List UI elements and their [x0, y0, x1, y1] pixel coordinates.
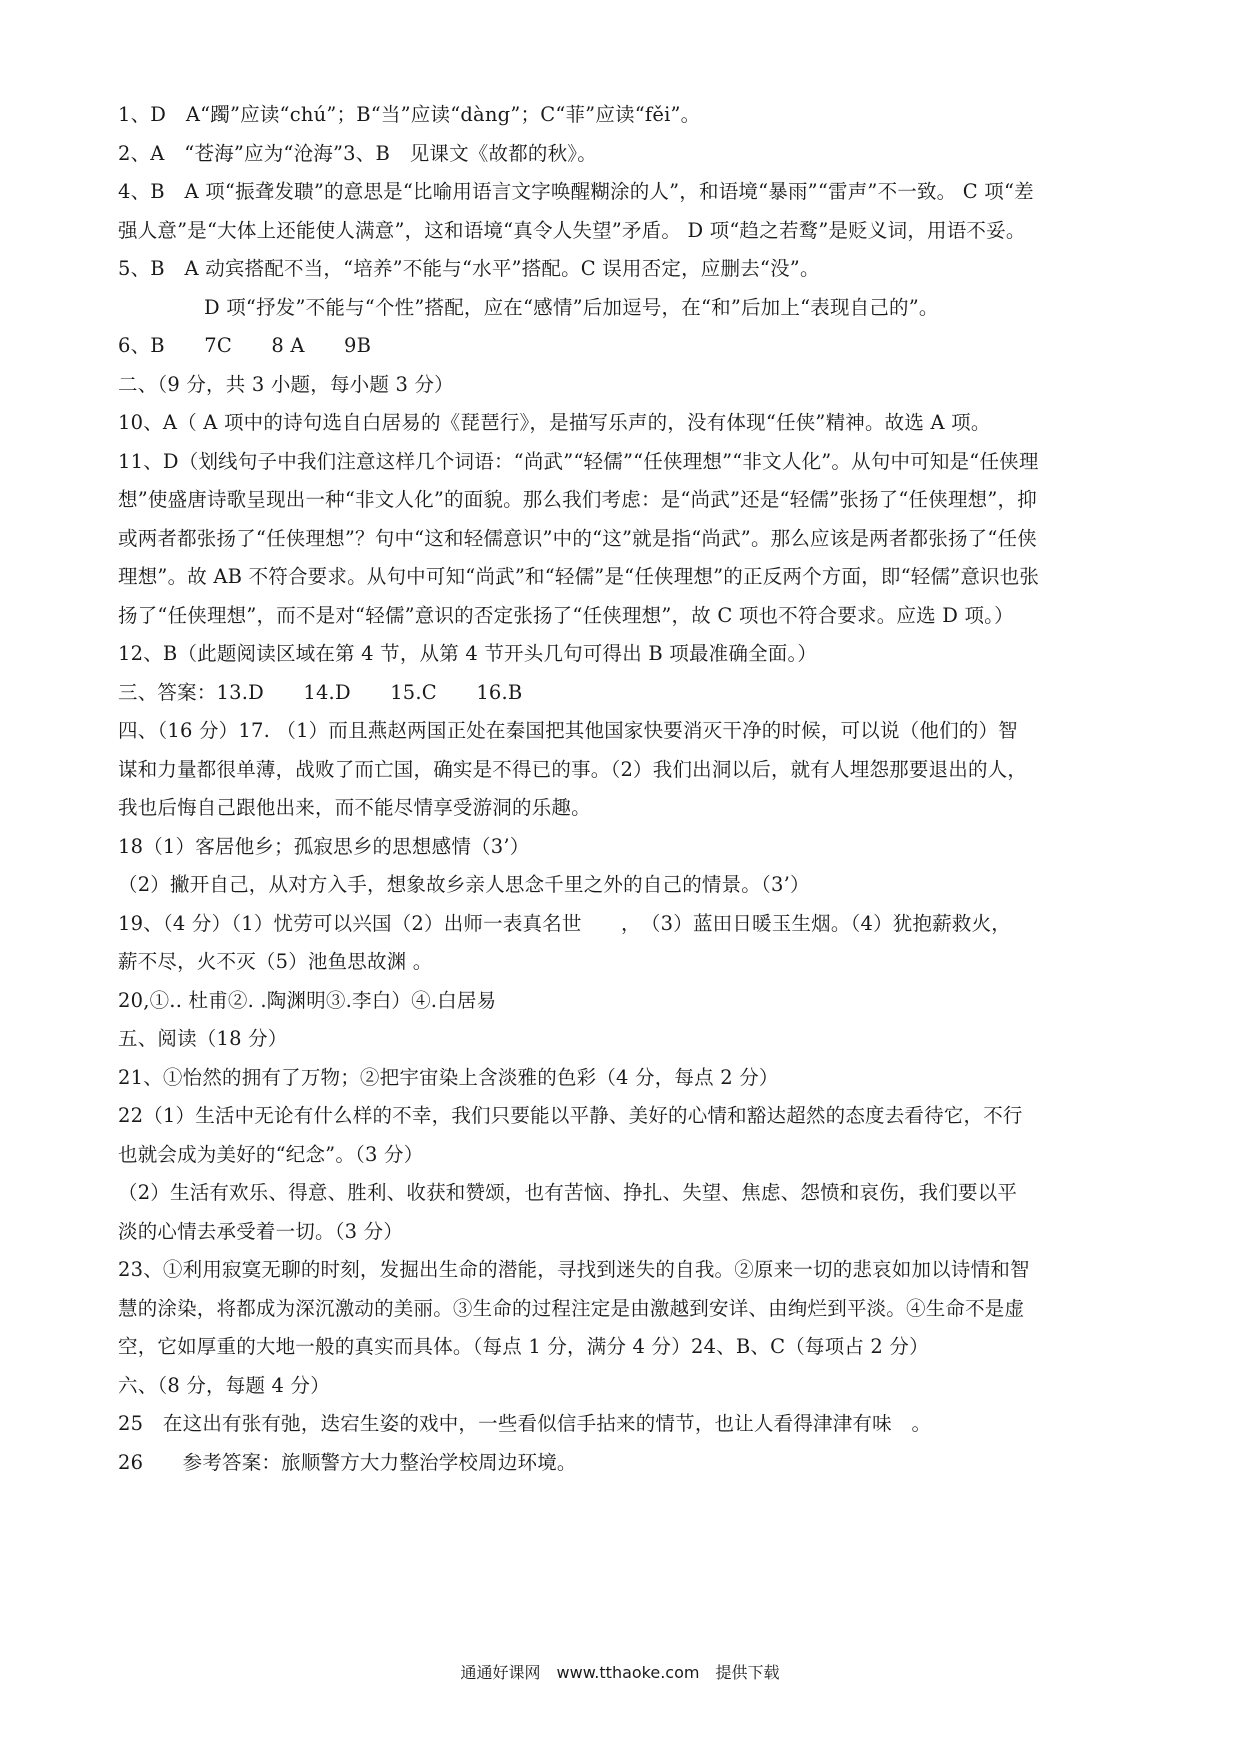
answer-line-1: 1、D A“躅”应读“chú”；B“当”应读“dàng”；C“菲”应读“fěi”。 — [118, 103, 701, 126]
answer-line-23c: 空，它如厚重的大地一般的真实而具体。（每点 1 分，满分 4 分）24、B、C（每项占 2 分） — [118, 1335, 929, 1358]
answer-line-17c: 我也后悔自己跟他出来，而不能尽情享受游洞的乐趣。 — [118, 796, 591, 819]
answer-line-22b: 也就会成为美好的“纪念”。（3 分） — [118, 1142, 424, 1166]
answer-line-22c: （2）生活有欢乐、得意、胜利、收获和赞颂，也有苦恼、挣扎、失望、焦虑、怨愤和哀伤，我们要以平 — [118, 1181, 1018, 1204]
answer-line-25: 25 在这出有张有弛，迭宕生姿的戏中，一些看似信手拈来的情节，也让人看得津津有味 。 — [118, 1412, 932, 1435]
answer-line-20: 20,①.. 杜甫②. .陶渊明③.李白）④.白居易 — [118, 988, 497, 1012]
answer-line-17a: 四、（16 分）17. （1）而且燕赵两国正处在秦国把其他国家快要消灭干净的时候，可以说（他们的）智 — [118, 719, 1018, 742]
answer-line-19b: 薪不尽，火不灭（5）池鱼思故渊 。 — [118, 950, 433, 973]
answer-line-11c: 或两者都张扬了“任侠理想”？句中“这和轻儒意识”中的“这”就是指“尚武”。那么应该是两者都张扬了“任侠 — [118, 526, 1037, 550]
answer-line-11e: 扬了“任侠理想”，而不是对“轻儒”意识的否定张扬了“任侠理想”，故 C 项也不符合要求。应选 D 项。） — [118, 603, 1014, 627]
answer-line-22d: 淡的心情去承受着一切。（3 分） — [118, 1219, 404, 1243]
answer-line-2: 2、A “苍海”应为“沧海”3、B 见课文《故都的秋》。 — [118, 141, 597, 165]
page-footer: 通通好课网 www.tthaoke.com 提供下载 — [460, 1663, 780, 1682]
answer-line-5a: 5、B A 动宾搭配不当，“培养”不能与“水平”搭配。C 误用否定，应删去“没”。 — [118, 257, 820, 280]
answer-line-23b: 慧的涂染，将都成为深沉激动的美丽。③生命的过程注定是由激越到安详、由绚烂到平淡。④生命不是虚 — [118, 1296, 1025, 1320]
answer-line-21: 21、①怡然的拥有了万物；②把宇宙染上含淡雅的色彩（4 分，每点 2 分） — [118, 1065, 779, 1089]
answer-line-11b: 想”使盛唐诗歌呈现出一种“非文人化”的面貌。那么我们考虑：是“尚武”还是“轻儒”张扬了“任侠理想”，抑 — [118, 488, 1037, 511]
answer-line-22a: 22（1）生活中无论有什么样的不幸，我们只要能以平静、美好的心情和豁达超然的态度去看待它，不行 — [118, 1104, 1023, 1127]
answer-line-18a: 18（1）客居他乡；孤寂思乡的思想感情（3’） — [118, 834, 530, 858]
answer-line-12: 12、B（此题阅读区域在第 4 节，从第 4 节开头几句可得出 B 项最准确全面。） — [118, 642, 818, 665]
answer-line-4b: 强人意”是“大体上还能使人满意”，这和语境“真令人失望”矛盾。 D 项“趋之若鹜”是贬义词，用语不妥。 — [118, 218, 1026, 242]
answer-line-19a: 19、（4 分）（1）忧劳可以兴国（2）出师一表真名世 ， （3）蓝田日暖玉生烟。（4）犹抱薪救火， — [118, 911, 1011, 935]
answer-line-17b: 谋和力量都很单薄，战败了而亡国，确实是不得已的事。（2）我们出洞以后，就有人埋怨那要退出的人， — [118, 757, 1028, 781]
section-heading-2: 二、（9 分，共 3 小题，每小题 3 分） — [118, 372, 454, 396]
answer-line-10: 10、A（ A 项中的诗句选自白居易的《琵琶行》，是描写乐声的，没有体现“任侠”精神。故选 A 项。 — [118, 411, 991, 434]
section-heading-6: 六、（8 分，每题 4 分） — [118, 1373, 330, 1397]
answer-key-content — [118, 96, 1128, 1482]
answer-line-5b: D 项“抒发”不能与“个性”搭配，应在“感情”后加逗号，在“和”后加上“表现自己的”。 — [204, 295, 939, 319]
answer-line-26: 26 参考答案：旅顺警方大力整治学校周边环境。 — [118, 1450, 577, 1474]
section-heading-3: 三、答案：13.D 14.D 15.C 16.B — [118, 680, 523, 704]
section-heading-5: 五、阅读（18 分） — [118, 1027, 288, 1050]
answer-line-11a: 11、D（划线句子中我们注意这样几个词语：“尚武”“轻儒”“任侠理想”“非文人化”。从句中可知是“任侠理 — [118, 449, 1039, 473]
answer-line-6-9: 6、B 7C 8 A 9B — [118, 334, 372, 357]
answer-line-11d: 理想”。故 AB 不符合要求。从句中可知“尚武”和“轻儒”是“任侠理想”的正反两个方面，即“轻儒”意识也张 — [118, 565, 1040, 588]
answer-line-4a: 4、B A 项“振聋发聩”的意思是“比喻用语言文字唤醒糊涂的人”，和语境“暴雨”“雷声”不一致。 C 项“差 — [118, 180, 1034, 203]
answer-line-18b: （2）撇开自己，从对方入手，想象故乡亲人思念千里之外的自己的情景。（3’） — [118, 873, 810, 896]
answer-line-23a: 23、①利用寂寞无聊的时刻，发掘出生命的潜能，寻找到迷失的自我。②原来一切的悲哀如加以诗情和智 — [118, 1258, 1030, 1281]
